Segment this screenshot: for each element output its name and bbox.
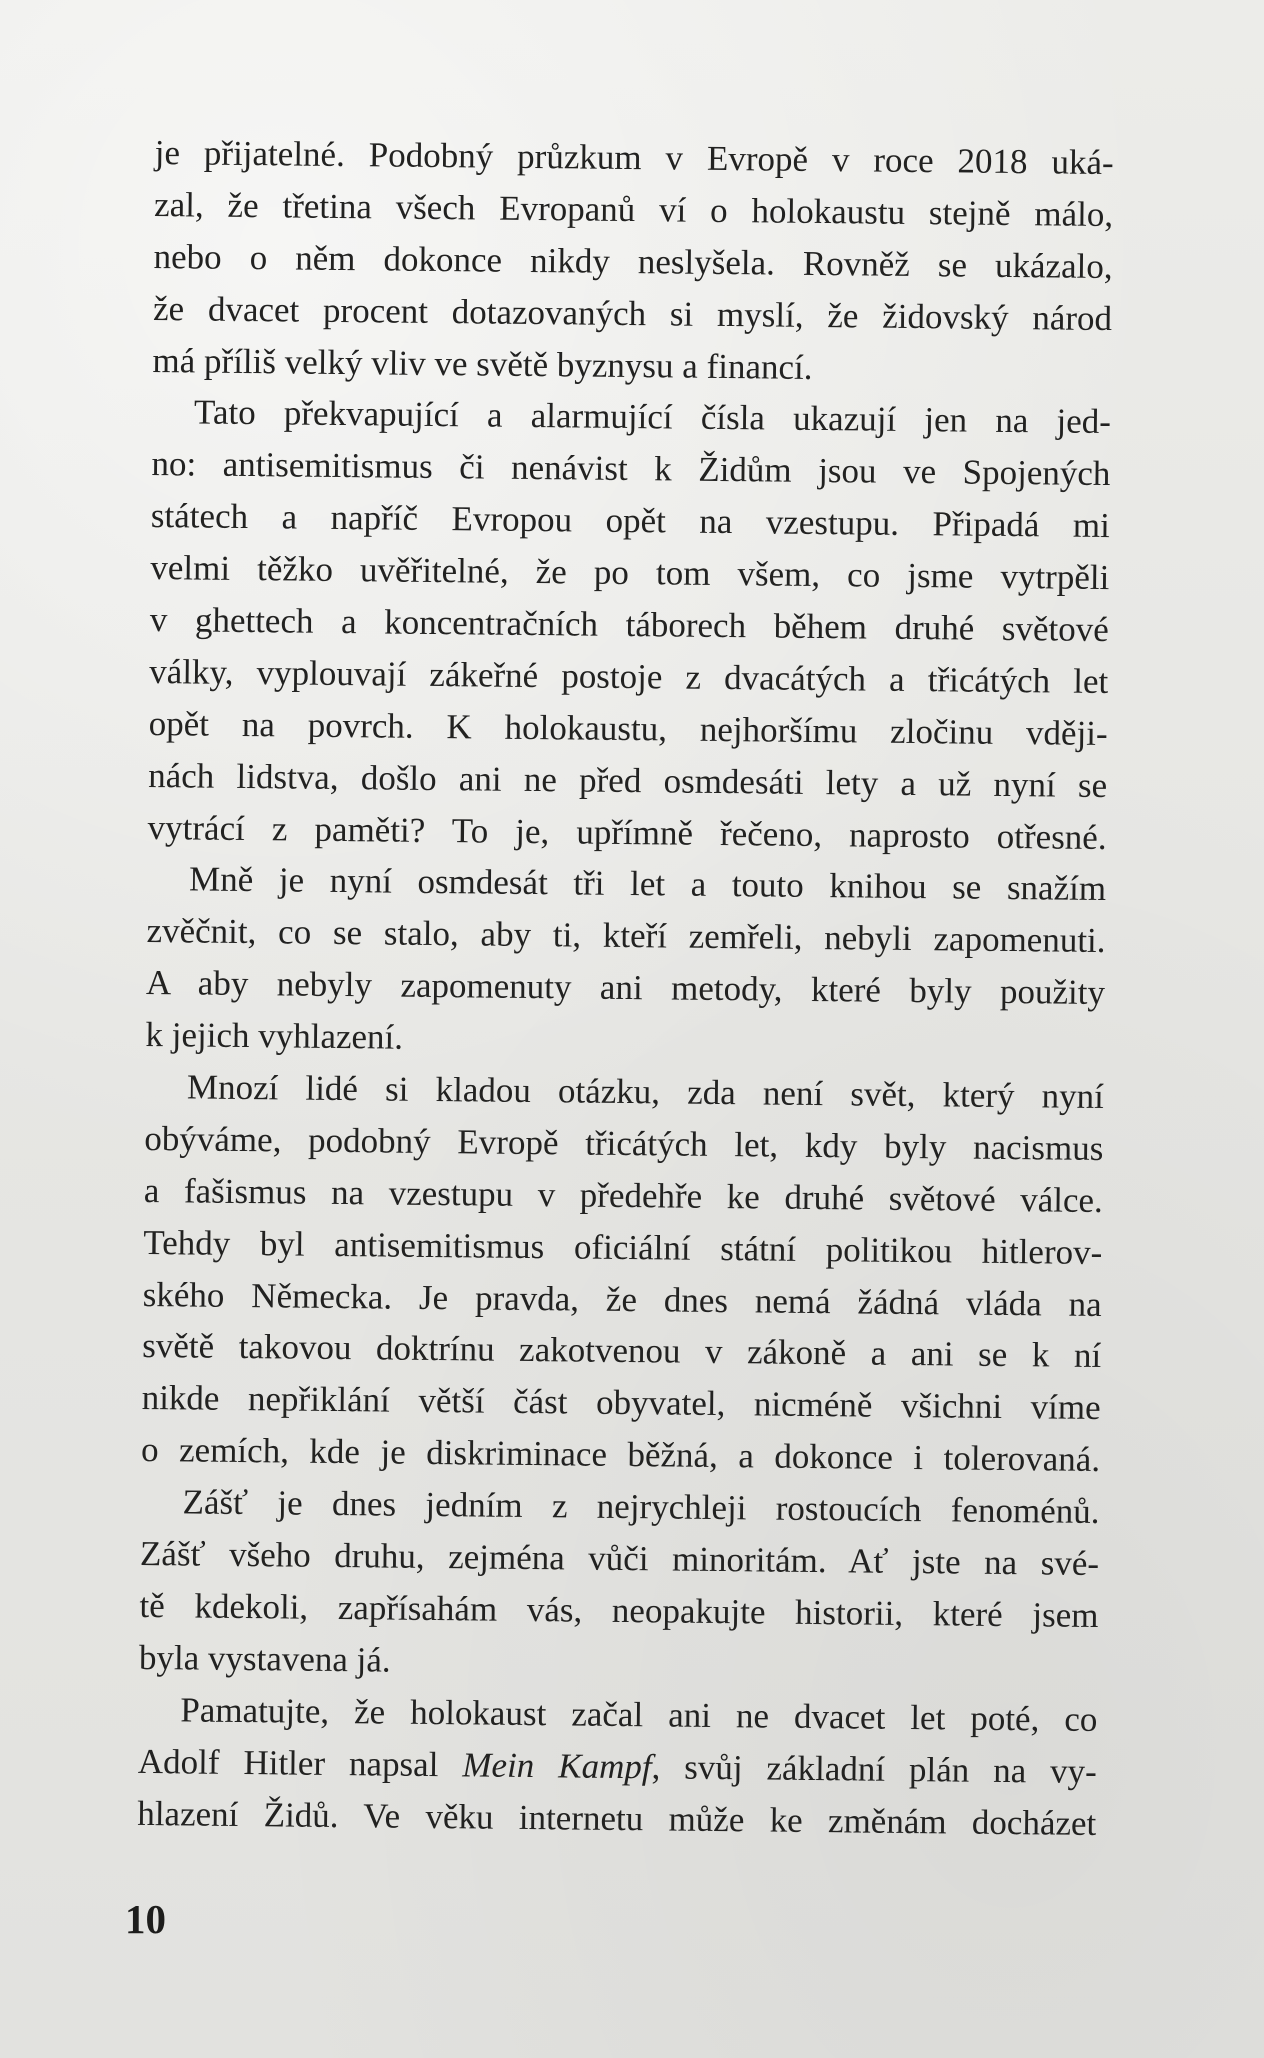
text-line: hlazení Židů. Ve věku internetu může ke změnám docházet: [137, 1793, 1097, 1843]
text-line: vytrácí z paměti? To je, upřímně řečeno, naprosto otřesné.: [147, 807, 1107, 857]
text-line: o zemích, kde je diskriminace běžná, a dokonce i tolerovaná.: [140, 1430, 1101, 1480]
text-line: A aby nebyly zapomenuty ani metody, které byly použity: [145, 963, 1106, 1013]
text-line: státech a napříč Evropou opět na vzestupu. Připadá mi: [150, 496, 1111, 546]
text-line: velmi těžko uvěřitelné, že po tom všem, co jsme vytrpěli: [150, 548, 1110, 598]
text-line: k jejich vyhlazení.: [145, 1015, 404, 1057]
paragraph: [137, 1684, 1098, 1850]
book-title-italic: Mein Kampf: [462, 1744, 652, 1786]
text-line: války, vyplouvají zákeřné postoje z dvacátých a třicátých let: [149, 651, 1109, 701]
paragraph: [139, 1476, 1100, 1694]
page-number: 10: [125, 1896, 166, 1942]
text-line: má příliš velký vliv ve světě byznysu a financí.: [152, 340, 813, 387]
text-line: Zášť je dnes jedním z nejrychleji rostoucích fenoménů.: [182, 1482, 1100, 1532]
text-line: zvěčnit, co se stalo, aby ti, kteří zemřeli, nebyli zapomenuti.: [146, 911, 1106, 961]
text-line: byla vystavena já.: [138, 1637, 391, 1680]
text-line: [138, 1736, 1097, 1798]
text-line: Zášť všeho druhu, zejména vůči minoritám. Ať jste na své-: [139, 1533, 1100, 1584]
text-line: je přijatelné. Podobný průzkum v Evropě v roce 2018 uká-: [154, 133, 1114, 183]
text-line: a fašismus na vzestupu v předehře ke druhé světové válce.: [143, 1170, 1104, 1220]
text-line: nebo o něm dokonce nikdy neslyšela. Rovněž se ukázalo,: [153, 236, 1113, 286]
text-line: světě takovou doktrínu zakotvenou v zákoně a ani se k ní: [142, 1326, 1102, 1376]
page-text: [137, 127, 1114, 1849]
paragraph: [141, 1061, 1104, 1486]
text-line: nikde nepřiklání větší část obyvatel, nicméně všichni víme: [141, 1378, 1101, 1428]
text-line: tě kdekoli, zapřísahám vás, neopakujte historii, které jsem: [139, 1585, 1099, 1635]
text-line: Tehdy byl antisemitismus oficiální státní politikou hitlerov-: [143, 1222, 1103, 1272]
text-line: Mnozí lidé si kladou otázku, zda není svět, který nyní: [186, 1067, 1105, 1117]
text-line: nách lidstva, došlo ani ne před osmdesáti lety a už nyní se: [148, 755, 1108, 805]
paragraph: [145, 853, 1106, 1071]
paragraph: [147, 386, 1111, 863]
text-line: no: antisemitismus či nenávist k Židům jsou ve Spojených: [151, 444, 1111, 494]
text-line: že dvacet procent dotazovaných si myslí, že židovský národ: [152, 288, 1113, 338]
text-line: opět na povrch. K holokaustu, nejhoršímu zločinu vději-: [148, 703, 1108, 753]
text-line: ského Německa. Je pravda, že dnes nemá žádná vláda na: [142, 1274, 1102, 1324]
text-line: v ghettech a koncentračních táborech během druhé světové: [149, 600, 1109, 650]
text-line: Pamatujte, že holokaust začal ani ne dvacet let poté, co: [180, 1690, 1098, 1739]
text-segment: , svůj základní plán na vy-: [651, 1746, 1098, 1791]
paragraph: [152, 127, 1114, 396]
text-line: Mně je nyní osmdesát tři let a touto knihou se snažím: [188, 859, 1107, 909]
text-line: obýváme, podobný Evropě třicátých let, kdy byly nacismus: [144, 1118, 1104, 1168]
text-segment: Adolf Hitler napsal: [137, 1741, 463, 1784]
text-line: zal, že třetina všech Evropanů ví o holokaustu stejně málo,: [153, 184, 1114, 234]
text-line: Tato překvapující a alarmující čísla ukazují jen na jed-: [193, 392, 1112, 442]
